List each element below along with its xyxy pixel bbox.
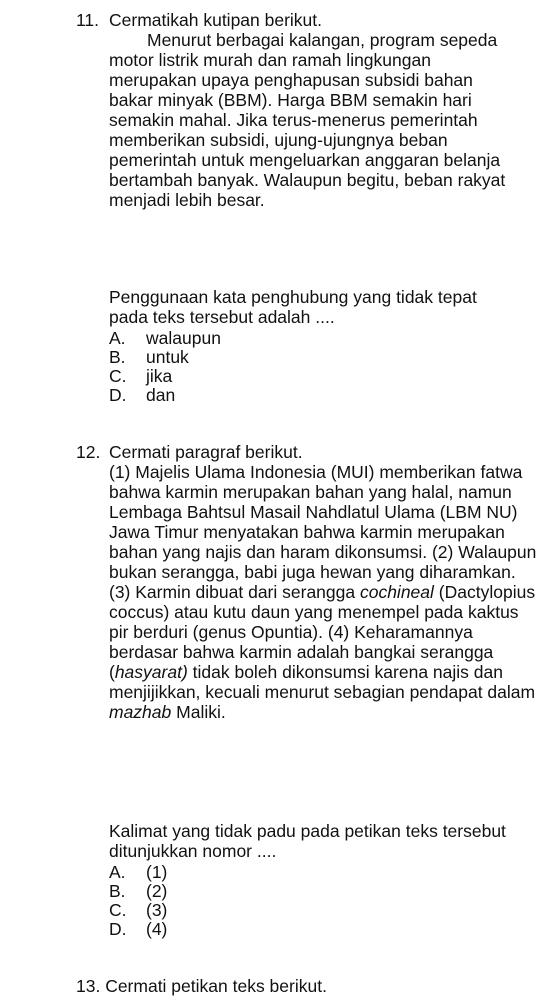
next-question-cutoff <box>76 970 476 996</box>
option-c[interactable] <box>109 366 221 385</box>
passage-text: Menurut berbagai kalangan, program sepeda motor listrik murah dan ramah lingkungan merupakan upaya penghapusan subsidi bahan bakar minyak (BBM). Harga BBM semakin hari semakin mahal. Jika terus-menerus pemerintah memberikan subsidi, ujung-ujungnya beban pemerintah untuk mengeluarkan anggaran belanja bertambah banyak. Walaupun begitu, beban rakyat menjadi lebih besar. <box>109 30 506 210</box>
option-text: jika <box>146 366 173 386</box>
question-prompt-block <box>109 821 507 861</box>
passage-text <box>109 462 541 722</box>
option-text: (3) <box>146 900 168 920</box>
passage-part: (Dactylopius coccus) atau kutu daun yang menempel pada kaktus pir berduri (genus Opuntia). (4) Keharamannya berdasar bahwa karmin adalah bangkai serangga ( <box>109 582 536 682</box>
passage-block <box>109 462 541 722</box>
question-prompt: Penggunaan kata penghubung yang tidak tepat pada teks tersebut adalah .... <box>109 287 477 327</box>
option-letter: A. <box>109 328 126 348</box>
passage-part: Maliki. <box>171 702 226 722</box>
option-letter: D. <box>109 385 127 405</box>
passage-italic-term: hasyarat) <box>114 662 188 682</box>
question-number: 11. <box>76 10 100 30</box>
question-prompt: Kalimat yang tidak padu pada petikan teks tersebut ditunjukkan nomor .... <box>109 821 506 861</box>
answer-options <box>109 862 167 938</box>
passage-block <box>109 30 507 210</box>
passage-part: (1) Majelis Ulama Indonesia (MUI) memberikan fatwa bahwa karmin merupakan bahan yang halal, namun Lembaga Bahtsul Masail Nahdlatul Ulama (LBM NU) Jawa Timur menyatakan bahwa karmin merupakan bahan yang najis dan haram dikonsumsi. (2) Walaupun bukan serangga, babi juga hewan yang diharamkan. (3) Karmin dibuat dari serangga <box>109 462 537 602</box>
option-text: dan <box>146 385 176 405</box>
option-letter: C. <box>109 366 127 386</box>
option-b[interactable] <box>109 347 221 366</box>
option-a[interactable] <box>109 328 221 347</box>
option-letter: D. <box>109 919 127 939</box>
option-letter: B. <box>109 881 126 901</box>
option-text: walaupun <box>146 328 221 348</box>
option-letter: A. <box>109 862 126 882</box>
passage-italic-term: cochineal <box>359 582 434 602</box>
option-text: untuk <box>146 347 189 367</box>
option-text: (1) <box>146 862 168 882</box>
question-instruction: Cermatikah kutipan berikut. <box>109 10 323 30</box>
option-b[interactable] <box>109 881 167 900</box>
passage-part: tidak boleh dikonsumsi karena najis dan menjijikkan, kecuali menurut sebagian pendapat dalam <box>109 662 536 702</box>
next-question-text: 13. Cermati petikan teks berikut. <box>76 976 327 996</box>
passage-italic-term: mazhab <box>109 702 172 722</box>
question-instruction: Cermati paragraf berikut. <box>109 442 303 462</box>
option-text: (2) <box>146 881 168 901</box>
option-c[interactable] <box>109 900 167 919</box>
option-letter: C. <box>109 900 127 920</box>
option-letter: B. <box>109 347 126 367</box>
option-a[interactable] <box>109 862 167 881</box>
answer-options <box>109 328 221 404</box>
option-d[interactable] <box>109 385 221 404</box>
option-text: (4) <box>146 919 168 939</box>
question-number: 12. <box>76 442 101 462</box>
option-d[interactable] <box>109 919 167 938</box>
question-prompt-block <box>109 287 507 327</box>
